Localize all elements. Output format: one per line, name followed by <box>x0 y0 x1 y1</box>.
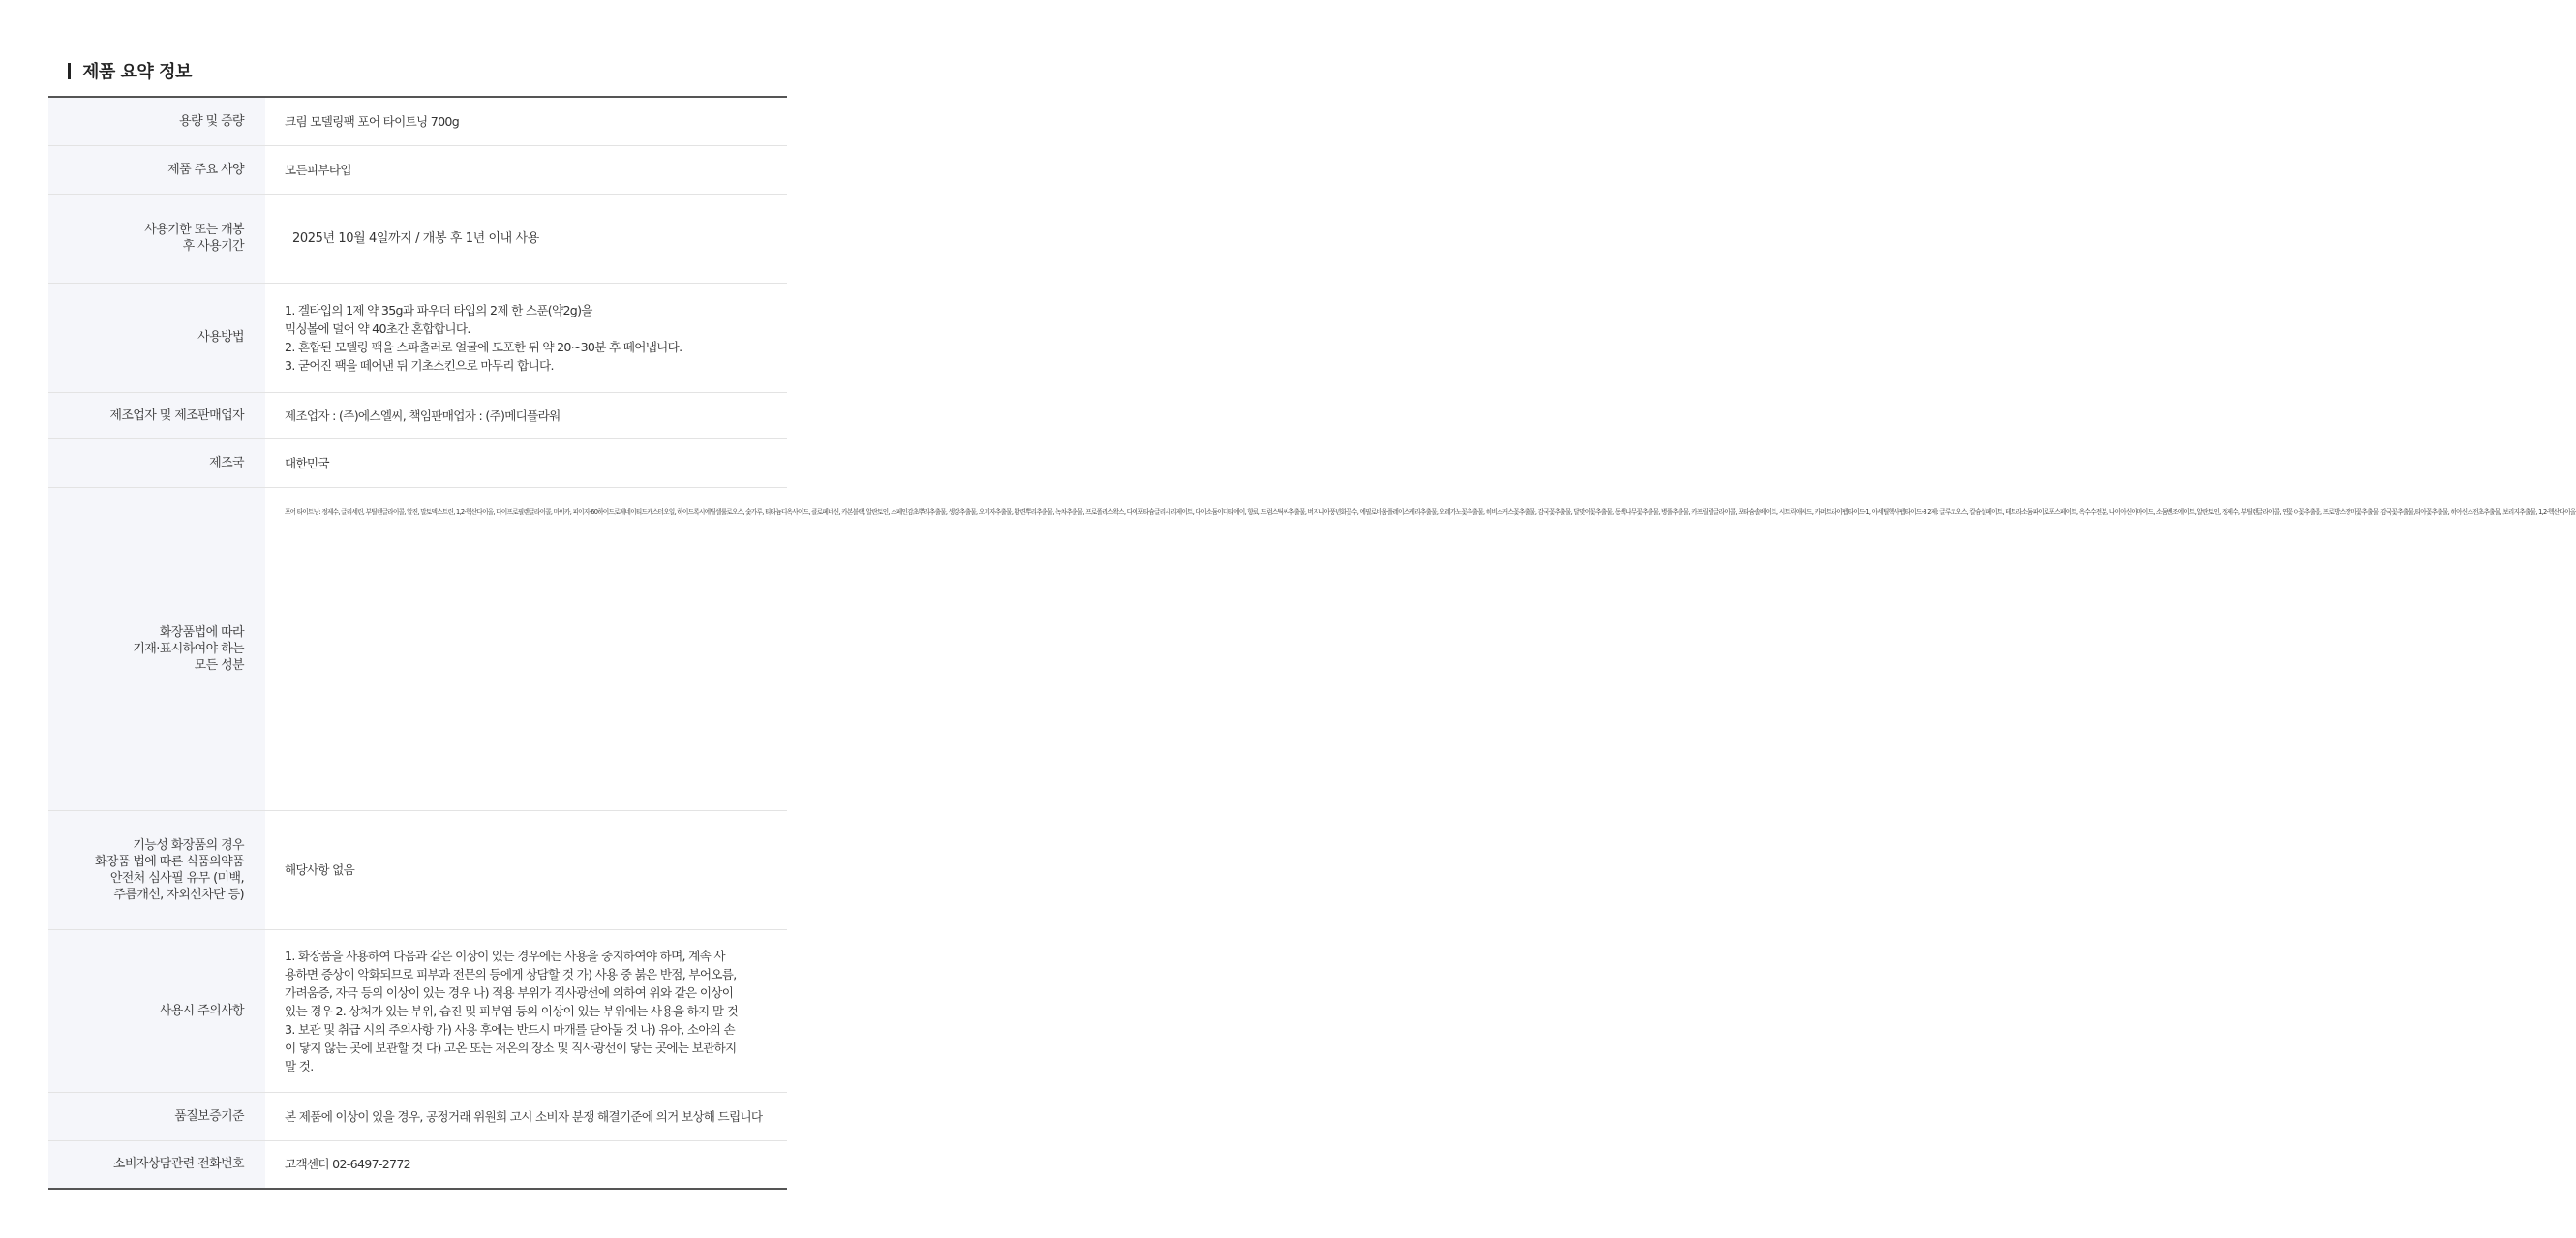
row-label-spec: 제품 주요 사양 <box>48 145 265 194</box>
row-label-ingredients: 화장품법에 따라 기재·표시하여야 하는 모든 성분 <box>48 487 265 810</box>
row-value-ingredients <box>265 487 2576 810</box>
table-row-cautions <box>48 929 787 1092</box>
row-label-volume: 용량 및 중량 <box>48 97 265 145</box>
row-value-cautions: 1. 화장품을 사용하여 다음과 같은 이상이 있는 경우에는 사용을 중지하여야 하며, 계속 사 용하면 증상이 악화되므로 피부과 전문의 등에게 상담할 것 가) 사용 중 붉은 반점, 부어오름, 가려움증, 자극 등의 이상이 있는 경우 나) 적용 부위가 직사광선에 의하여 위와 같은 이상이 있는 경우 2. 상처가 있는 부위, 습진 및 피부염 등의 이상이 있는 부위에는 사용을 하지 말 것 3. 보관 및 취급 시의 주의사항 가) 사용 후에는 반드시 마개를 닫아둘 것 나) 유아, 소아의 손 이 닿지 않는 곳에 보관할 것 다) 고온 또는 저온의 장소 및 직사광선이 닿는 곳에는 보관하지 말 것. <box>285 948 739 1073</box>
section-title-text: 제품 요약 정보 <box>82 62 192 82</box>
row-label-cautions: 사용시 주의사항 <box>48 929 265 1092</box>
row-label-functional: 기능성 화장품의 경우 화장품 법에 따른 식품의약품 안전처 심사필 유무 (미백, 주름개선, 자외선차단 등) <box>48 810 265 929</box>
row-value-expiry: 2025년 10월 4일까지 / 개봉 후 1년 이내 사용 <box>292 230 539 246</box>
row-value-volume: 크림 모델링팩 포어 타이트닝 700g <box>285 113 460 129</box>
table-row-functional <box>48 810 787 929</box>
row-label-usage: 사용방법 <box>48 283 265 392</box>
row-value-manufacturer: 제조업자 : (주)에스엘씨, 책임판매업자 : (주)메디플라워 <box>285 408 561 423</box>
table-row-volume <box>48 97 787 145</box>
table-row-contact <box>48 1140 787 1189</box>
table-row-ingredients <box>48 487 787 810</box>
row-value-functional: 해당사항 없음 <box>285 862 355 877</box>
row-label-contact: 소비자상담관련 전화번호 <box>48 1140 265 1189</box>
row-value-quality: 본 제품에 이상이 있을 경우, 공정거래 위원회 고시 소비자 분쟁 해결기준에 의거 보상해 드립니다 <box>285 1108 763 1124</box>
section-title <box>68 58 192 83</box>
table-row-spec <box>48 145 787 194</box>
row-value-spec: 모든피부타입 <box>285 162 351 177</box>
table-row-quality <box>48 1092 787 1140</box>
table-row-expiry <box>48 194 787 283</box>
row-label-expiry: 사용기한 또는 개봉 후 사용기간 <box>48 194 265 283</box>
table-row-usage <box>48 283 787 392</box>
row-value-usage: 1. 겔타입의 1제 약 35g과 파우더 타입의 2제 한 스푼(약2g)을 믹싱볼에 덜어 약 40초간 혼합합니다. 2. 혼합된 모델링 팩을 스파출러로 얼굴에 도포한 뒤 약 20~30분 후 떼어냅니다. 3. 굳어진 팩을 떼어낸 뒤 기초스킨으로 마무리 합니다. <box>285 302 682 373</box>
row-label-quality: 품질보증기준 <box>48 1092 265 1140</box>
row-value-contact: 고객센터 02-6497-2772 <box>285 1157 410 1172</box>
title-bar-marker <box>68 63 71 79</box>
product-info-table <box>48 96 2576 1190</box>
table-row-country <box>48 438 787 487</box>
row-label-country: 제조국 <box>48 438 265 487</box>
table-row-manufacturer <box>48 392 787 438</box>
row-label-manufacturer: 제조업자 및 제조판매업자 <box>48 392 265 438</box>
row-value-country: 대한민국 <box>285 455 329 470</box>
ingredients-text: 포어 타이트닝: 정제수, 글리세린, 부틸렌글라이콜, 알진, 말토덱스트린, 1,2-헥산다이올, 다이프로필렌글라이콜, 마이카, 피이지-60하이드로제네이티드캐스터오일, 하이드록시에틸셀룰로오스, 숯가루, 티타늄디옥사이드, 클로페네신, 카본블랙, 알란토인, 스페인감초뿌리추출물, 생강추출물, 오미자추출물, 황련뿌리추출물, 녹차추출물, 프로폴리스왁스, 다이포타슘글리시리제이트, 다이소듐이디티에이, 향료, 드럼스틱씨추출물, 버지니아풍년화꽃수, 에필로비움플레이스케리추출물, 오레가노꽃추출물, 히비스커스꽃추출물, 감국꽃추출물, 달맞이꽃추출물, 동백나무꽃추출물, 병풀추출물, 카프릴릴글라이콜, 포타슘솔베이트, 시트릭애씨드, 카퍼트라이펩타이드-1, 아세틸헥사펩타이드-8 2제: 글루코오스, 칼슘설페이트, 테트라소듐파이로포스페이트, 옥수수전분, 나이아신아마이드, 소듐벤조에이트, 알란토인, 정제수, 부틸렌글라이콜, 연꽃ㅇ꽃추출물, 프로방스장미꽃추출물, 감국꽃추출물,티아꽃추출물, 히아신스전초추출물, 보리지추출물, 1,2-헥산다이올 <box>285 507 2576 516</box>
